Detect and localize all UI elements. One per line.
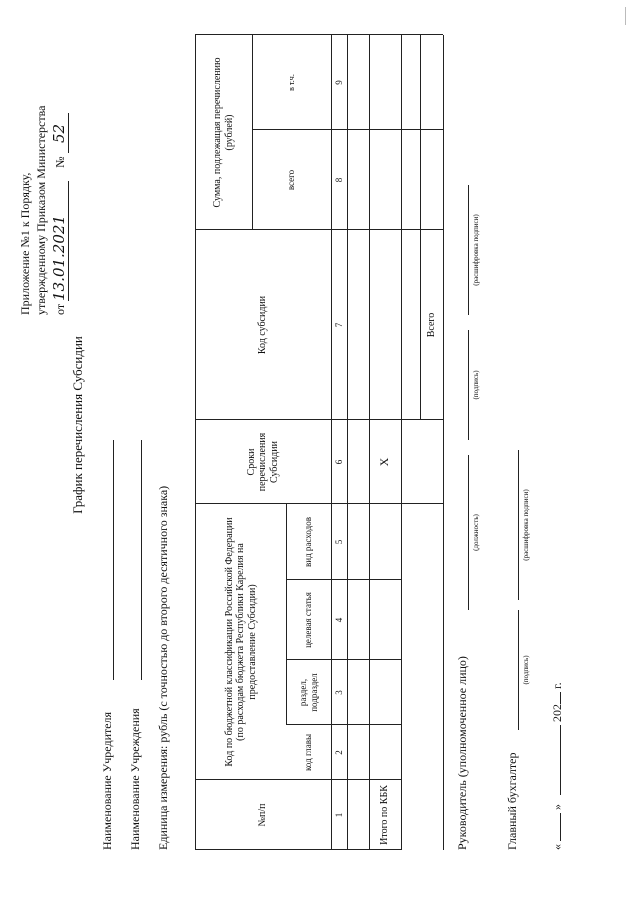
- x-mark: Х: [377, 457, 392, 467]
- unit-label: Единица измерения: рубль (с точностью до второго десятичного знака): [156, 485, 170, 850]
- col-header-number: №п/п: [257, 803, 269, 827]
- institution-label: Наименование Учреждения: [128, 708, 142, 850]
- date-year-suffix: г.: [550, 682, 564, 689]
- appendix-date: 13.01.2021: [50, 181, 69, 301]
- subsidy-schedule-table: [195, 35, 443, 850]
- institution-field: [141, 440, 142, 680]
- col-header-subsidy-code: Код субсидии: [257, 295, 269, 355]
- head-position-line: [468, 455, 469, 610]
- head-position-caption: (должность): [472, 514, 480, 551]
- col-number-1: 1: [333, 812, 344, 818]
- accountant-label: Главный бухгалтер: [505, 752, 519, 850]
- col-number-8: 8: [333, 177, 344, 183]
- date-month-field: [560, 725, 561, 795]
- col-number-2: 2: [333, 750, 344, 755]
- accountant-signature-caption: (подпись): [522, 655, 530, 685]
- head-signature-caption: (подпись): [472, 370, 480, 400]
- page-title: График перечисления Субсидии: [70, 336, 85, 514]
- col-number-4: 4: [333, 617, 344, 623]
- col-header-target: целевая статья: [303, 592, 314, 648]
- appendix-date-prefix: от: [53, 303, 67, 315]
- col-number-5: 5: [333, 539, 344, 545]
- row-total-kbk-label: Итого по КБК: [379, 785, 391, 845]
- col-header-section: раздел, подраздел: [298, 673, 319, 712]
- col-header-total: всего: [286, 169, 297, 191]
- appendix-line1: Приложение №1 к Порядку,: [18, 172, 32, 315]
- col-header-sum: Сумма, подлежащая перечислению (рублей): [212, 57, 235, 208]
- appendix-line2: утвержденному Приказом Министерства: [34, 105, 48, 315]
- appendix-line3: [50, 113, 69, 315]
- date-year-field: [560, 692, 561, 704]
- col-header-terms: Сроки перечисления Субсидии: [245, 432, 280, 492]
- appendix-number: 52: [50, 113, 69, 153]
- head-decoding-caption: (расшифровка подписи): [472, 214, 480, 286]
- col-number-7: 7: [333, 322, 344, 328]
- col-number-9: 9: [333, 80, 344, 85]
- page-edge-mark: [625, 7, 626, 25]
- head-signature-line: [468, 330, 469, 440]
- col-header-expense-type: вид расходов: [303, 517, 314, 567]
- row-grand-total-label: Всего: [425, 312, 437, 338]
- col-number-6: 6: [333, 459, 344, 465]
- date-close-quote: »: [550, 804, 564, 810]
- head-decoding-line: [468, 185, 469, 315]
- head-label: Руководитель (уполномоченное лицо): [455, 656, 469, 850]
- date-line: [550, 682, 565, 850]
- col-header-including: в т.ч.: [286, 74, 296, 91]
- col-number-3: 3: [333, 690, 344, 695]
- col-header-chapter: код главы: [303, 734, 314, 772]
- accountant-signature-line: [518, 610, 519, 730]
- date-day-field: [560, 813, 561, 841]
- accountant-decoding-line: [518, 450, 519, 600]
- col-header-kbk: Код по бюджетной классификации Российской Федерации (по расходам бюджета Республики Карелия на предоставление Субсидии): [223, 517, 258, 767]
- founder-label: Наименование Учредителя: [100, 711, 114, 850]
- appendix-number-label: №: [53, 156, 67, 168]
- date-open-quote: «: [550, 844, 564, 850]
- date-year: 202: [550, 704, 564, 722]
- accountant-decoding-caption: (расшифровка подписи): [522, 489, 530, 561]
- founder-field: [113, 440, 114, 680]
